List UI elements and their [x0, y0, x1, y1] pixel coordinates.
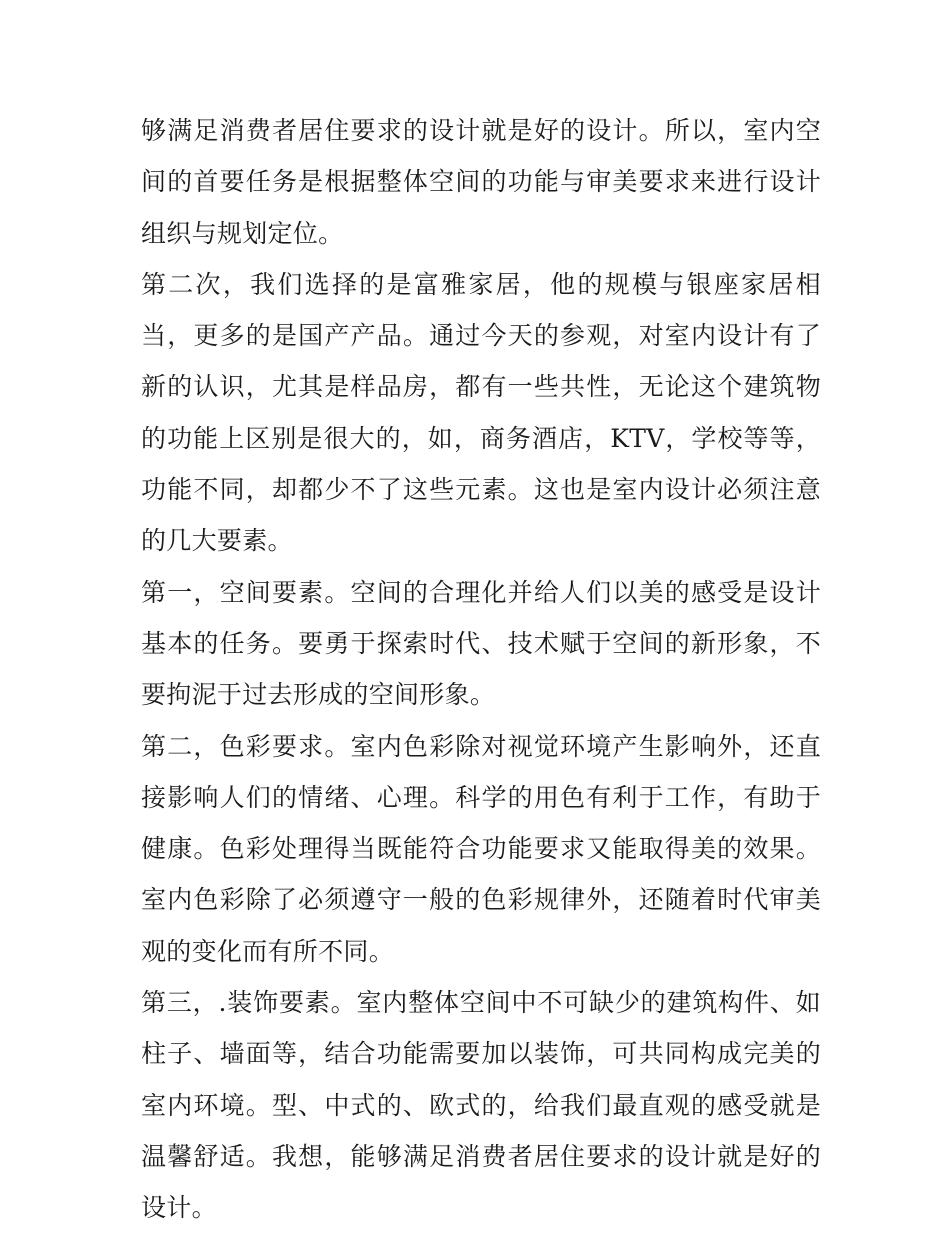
paragraph-3: 第一，空间要素。空间的合理化并给人们以美的感受是设计基本的任务。要勇于探索时代、技术赋于空间的新形象，不要拘泥于过去形成的空间形象。	[141, 577, 821, 710]
paragraph-4: 第二，色彩要求。室内色彩除对视觉环境产生影响外，还直接影响人们的情绪、心理。科学的用色有利于工作，有助于健康。色彩处理得当既能符合功能要求又能取得美的效果。室内色彩除了必须遵守一般的色彩规律外，还随着时代审美观的变化而有所不同。	[141, 731, 821, 966]
paragraph-5: 第三，.装饰要素。室内整体空间中不可缺少的建筑构件、如柱子、墙面等，结合功能需要加以装饰，可共同构成完美的室内环境。型、中式的、欧式的，给我们最直观的感受就是温馨舒适。我想，能够满足消费者居住要求的设计就是好的设计。	[141, 988, 821, 1223]
paragraph-2: 第二次，我们选择的是富雅家居，他的规模与银座家居相当，更多的是国产产品。通过今天的参观，对室内设计有了新的认识，尤其是样品房，都有一些共性，无论这个建筑物的功能上区别是很大的，如，商务酒店，KTV，学校等等，功能不同，却都少不了这些元素。这也是室内设计必须注意的几大要素。	[141, 269, 821, 556]
document-body	[141, 105, 821, 1234]
paragraph-1: 够满足消费者居住要求的设计就是好的设计。所以，室内空间的首要任务是根据整体空间的功能与审美要求来进行设计组织与规划定位。	[141, 116, 821, 248]
